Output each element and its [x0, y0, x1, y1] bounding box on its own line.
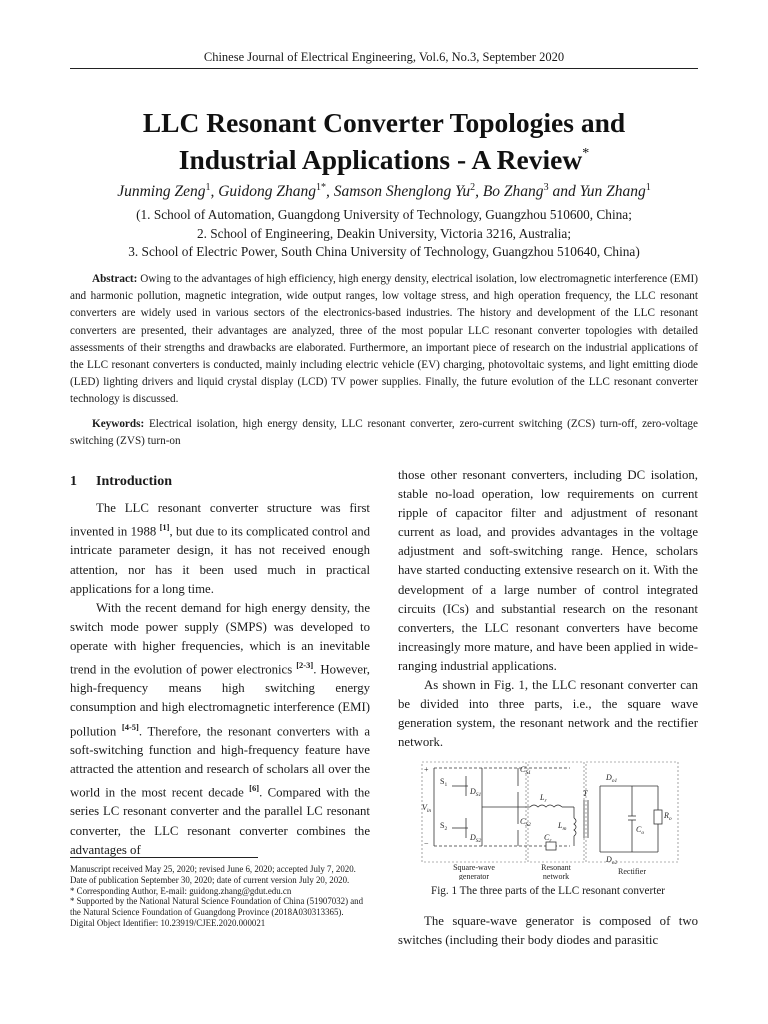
- citation: [4-5]: [121, 721, 139, 732]
- block-label-generator-2: generator: [458, 872, 490, 880]
- cs2-label: $C_{S2}$: [520, 817, 531, 828]
- keywords-text: Electrical isolation, high energy density, LLC resonant converter, zero-current switching (ZCS) turn-off, zero-voltage switching (ZVS) turn-on: [70, 418, 698, 448]
- right-column: [398, 466, 698, 752]
- paragraph-text: With the recent demand for high energy density, the switch mode power supply (SMPS) was developed to operate with higher frequencies, which is an inevitable trend in the evolution of power electronics: [70, 600, 370, 677]
- keywords: [70, 416, 698, 450]
- keywords-label: Keywords:: [92, 418, 145, 430]
- ds1-label: $D_{S1}$: [470, 787, 482, 798]
- section-title: Introduction: [96, 474, 172, 489]
- paragraph: [70, 599, 370, 860]
- abstract: [70, 271, 698, 409]
- author-name: Samson Shenglong Yu: [333, 183, 471, 201]
- section-heading: [70, 474, 172, 490]
- title-line-2: Industrial Applications - A Review: [178, 144, 583, 176]
- affiliation-1: (1. School of Automation, Guangdong University of Technology, Guangzhou 510600, China;: [136, 207, 632, 222]
- cr-label: $C_r$: [544, 833, 552, 844]
- do1-label: $D_{o1}$: [606, 773, 618, 784]
- figure-caption: Fig. 1 The three parts of the LLC resonant converter: [430, 885, 666, 897]
- title-line-1: LLC Resonant Converter Topologies and: [142, 107, 626, 138]
- component-labels: [422, 765, 672, 880]
- block-label-rectifier: Rectifier: [618, 867, 646, 876]
- author-affiliation-mark: 1*: [315, 182, 326, 193]
- paragraph: [70, 499, 370, 599]
- author-list: [0, 182, 768, 201]
- lm-label: $L_m$: [558, 821, 567, 832]
- paragraph: As shown in Fig. 1, the LLC resonant converter can be divided into three parts, i.e., the square wave generation system, the resonant network and the rectifier network.: [398, 678, 698, 750]
- block-label-resonant: Resonant: [541, 863, 571, 872]
- author-separator: ,: [325, 183, 334, 201]
- paragraph-text: . Compared with the series LC resonant converter and the parallel LC resonant converter, the LLC resonant converter combines the advantages of: [70, 785, 370, 857]
- section-number: 1: [70, 474, 77, 489]
- citation: [6]: [249, 783, 260, 794]
- title-footnote-mark: *: [582, 146, 590, 161]
- abstract-text: Owing to the advantages of high efficiency, high energy density, electrical isolation, low electromagnetic interference (EMI) and harmonic pollution, magnetic integration, wide output ranges, low voltage stress, and high operation frequency, the LLC resonant converters are widely used in various sectors of the electronics-based industries. The history and development of the LLC resonant converters are presented, their advantages are analyzed, three of the most popular LLC resonant converter topologies with detailed assessments of their strengths and drawbacks are elaborated. Furthermore, an important piece of research on the industrial applications of the LLC resonant converters is conducted, mainly including electric vehicle (EV) charging, photovoltaic systems, and light emitting diode (LED) lighting drivers and liquid crystal display (LCD) TV power supplies. Finally, the future evolution of the LLC resonant converter technology is discussed.: [70, 273, 698, 406]
- paragraph: those other resonant converters, including DC isolation, stable no-load operation, low requirements on current ripple of capacitor filter and adjustment of resonant current as load, and provides advantages in the voltage adjustment and soft-switching range. Hence, scholars have started conducting extensive research on it. With the development of a large number of control integrated circuits (ICs) and substantial research on the resonant converters, the LLC resonant converters have become increasingly more mature, and have been applied in wide-ranging industrial applications.: [398, 468, 698, 673]
- paragraph-text: . However, high-frequency means high switching energy consumption and high electromagnetic interference (EMI) pollution: [70, 662, 370, 738]
- s2-label: $S_2$: [440, 821, 448, 832]
- paper-title: [60, 106, 708, 176]
- author-name: Yun Zhang: [579, 183, 646, 201]
- author-affiliation-mark: 1: [205, 182, 211, 193]
- s1-label: $S_1$: [440, 777, 448, 788]
- paragraph-text: . Therefore, the resonant converters with a soft-switching function and high-frequency feature have attracted the attention and research of scholars all over the world in the most recent decade: [70, 723, 370, 800]
- author-affiliation-mark: 3: [543, 182, 549, 193]
- minus-terminal-label: −: [424, 839, 429, 848]
- author-affiliation-mark: 1: [645, 182, 651, 193]
- paragraph-text: , but due to its complicated control and intricate parameter design, it has not received enough attention, nor has it been used much in practical applications for a long time.: [70, 524, 370, 596]
- journal-header: Chinese Journal of Electrical Engineering, Vol.6, No.3, September 2020: [203, 50, 565, 64]
- co-label: $C_o$: [636, 825, 645, 836]
- author-separator: ,: [475, 183, 483, 201]
- abstract-label: Abstract:: [92, 273, 138, 285]
- author-affiliation-mark: 2: [470, 182, 476, 193]
- citation: [2-3]: [296, 660, 314, 671]
- author-name: Bo Zhang: [482, 183, 544, 201]
- vin-label: $V_{in}$: [422, 803, 432, 814]
- footnote: * Corresponding Author, E-mail: guidong.zhang@gdut.edu.cn: [70, 885, 292, 896]
- footnote: * Supported by the National Natural Science Foundation of China (51907032) and the Natural Science Foundation of Guangdong Province (2018A030313365).: [70, 896, 364, 918]
- left-column: [70, 499, 370, 860]
- plus-terminal-label: +: [424, 765, 429, 774]
- author-name: Guidong Zhang: [218, 183, 316, 201]
- paragraph: The square-wave generator is composed of two switches (including their body diodes and parasitic: [398, 914, 698, 948]
- footnote: Digital Object Identifier: 10.23919/CJEE.2020.000021: [70, 917, 266, 928]
- do2-label: $D_{o2}$: [606, 855, 618, 866]
- ds2-label: $D_{S2}$: [470, 833, 482, 844]
- footnote-rule: [70, 857, 258, 858]
- ro-label: $R_o$: [664, 811, 672, 822]
- paragraph-text: The LLC resonant converter structure was first invented in 1988: [70, 501, 370, 539]
- cs1-label: $C_{S1}$: [520, 765, 531, 776]
- transformer-label: T: [583, 789, 588, 798]
- circuit-diagram-figure: [420, 758, 682, 880]
- footnote: Manuscript received May 25, 2020; revised June 6, 2020; accepted July 7, 2020. Date of publication September 30, 2020; date of current version July 20, 2020.: [70, 864, 356, 885]
- author-separator: ,: [210, 183, 219, 201]
- author-name: Junming Zeng: [117, 183, 206, 201]
- block-label-generator: Square-wave: [453, 863, 495, 872]
- block-label-resonant-2: network: [542, 872, 570, 880]
- affiliation-2: 2. School of Engineering, Deakin University, Victoria 3216, Australia;: [196, 226, 572, 241]
- header-rule: [70, 68, 698, 69]
- lr-label: $L_r$: [540, 793, 547, 804]
- right-column-continued: [398, 912, 698, 950]
- author-separator: and: [548, 183, 580, 201]
- citation: [1]: [159, 522, 170, 533]
- footnotes: [70, 864, 370, 929]
- affiliation-3: 3. School of Electric Power, South China University of Technology, Guangzhou 510640, China): [128, 244, 640, 259]
